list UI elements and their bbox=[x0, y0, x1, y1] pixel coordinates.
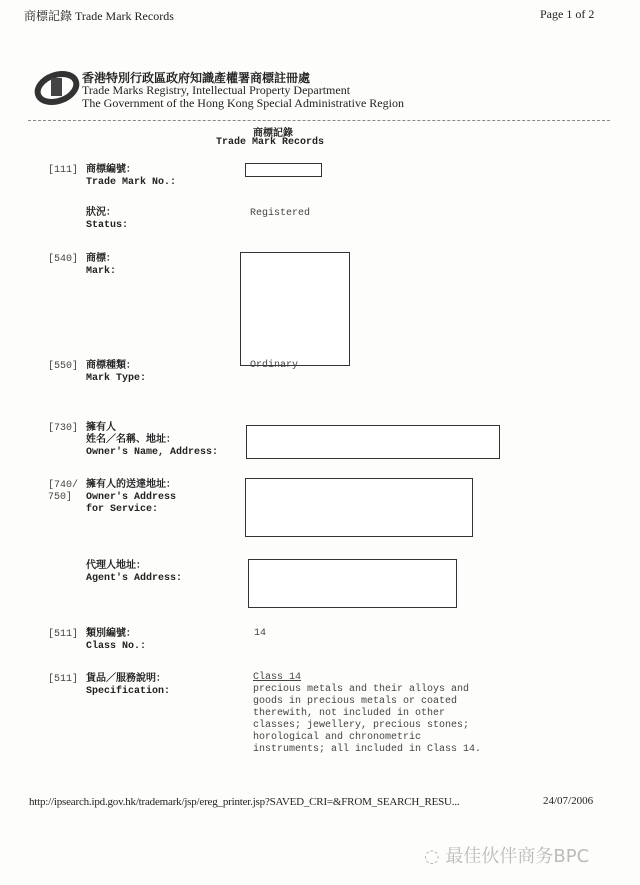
owner-label-zh2: 姓名／名稱、地址： bbox=[86, 435, 176, 446]
mark-label: Mark: bbox=[86, 266, 117, 277]
document-title: 商標記錄 Trade Mark Records bbox=[24, 9, 174, 23]
status-label: Status: bbox=[86, 220, 129, 231]
class-value: 14 bbox=[254, 628, 267, 639]
mark-label-zh: 商標： bbox=[86, 254, 116, 265]
service-tag-2: 750] bbox=[48, 492, 73, 503]
spec-line: instruments; all included in Class 14. bbox=[253, 744, 482, 755]
records-title-chinese: 商標記錄 bbox=[253, 128, 293, 139]
spec-line: horological and chronometric bbox=[253, 732, 422, 743]
service-label-1: Owner's Address bbox=[86, 492, 177, 503]
status-value: Registered bbox=[250, 208, 311, 219]
spec-line: goods in precious metals or coated bbox=[253, 696, 458, 707]
spec-line: therewith, not included in other bbox=[253, 708, 446, 719]
tm-no-tag: [111] bbox=[48, 165, 79, 176]
spec-line: classes; jewellery, precious stones; bbox=[253, 720, 470, 731]
mark-image-redacted bbox=[240, 252, 350, 366]
spec-heading: Class 14 bbox=[253, 672, 302, 683]
government-name: The Government of the Hong Kong Special Administrative Region bbox=[82, 96, 404, 110]
owner-tag: [730] bbox=[48, 423, 79, 434]
status-label-zh: 狀況： bbox=[86, 208, 116, 219]
agent-address-redacted bbox=[248, 559, 457, 608]
mark-type-tag: [550] bbox=[48, 361, 79, 372]
footer-url: http://ipsearch.ipd.gov.hk/trademark/jsp/ereg_printer.jsp?SAVED_CRI=&FROM_SEARCH_RESU... bbox=[29, 796, 460, 808]
spec-label-zh: 貨品／服務說明： bbox=[86, 674, 166, 685]
mark-tag: [540] bbox=[48, 254, 79, 265]
service-tag: [740/ bbox=[48, 480, 79, 491]
watermark bbox=[424, 842, 589, 868]
divider bbox=[28, 120, 610, 121]
tm-no-label: Trade Mark No.: bbox=[86, 177, 177, 188]
service-address-redacted bbox=[245, 478, 473, 537]
owner-label-zh1: 擁有人 bbox=[86, 423, 116, 434]
tm-no-label-zh: 商標編號： bbox=[86, 165, 136, 176]
spec-line: precious metals and their alloys and bbox=[253, 684, 470, 695]
hk-government-logo-icon bbox=[34, 70, 80, 106]
service-label-2: for Service: bbox=[86, 504, 159, 515]
class-label-zh: 類別編號： bbox=[86, 629, 136, 640]
watermark-text: 最佳伙伴商务BPC bbox=[445, 846, 590, 867]
mark-type-value: Ordinary bbox=[250, 360, 299, 371]
owner-label: Owner's Name, Address: bbox=[86, 447, 219, 458]
mark-type-label: Mark Type: bbox=[86, 373, 147, 384]
wechat-icon: ◌ bbox=[424, 846, 446, 867]
mark-type-label-zh: 商標種類： bbox=[86, 361, 136, 372]
agent-label: Agent's Address: bbox=[86, 573, 183, 584]
owner-redacted bbox=[246, 425, 500, 459]
class-label: Class No.: bbox=[86, 641, 147, 652]
dept-chinese-name: 香港特別行政區政府知識產權署商標註冊處 bbox=[82, 71, 311, 85]
service-label-zh: 擁有人的送達地址： bbox=[86, 480, 176, 491]
tm-no-redacted bbox=[245, 163, 322, 177]
page-number: Page 1 of 2 bbox=[540, 7, 595, 21]
footer-date: 24/07/2006 bbox=[543, 795, 594, 807]
agent-label-zh: 代理人地址： bbox=[86, 561, 146, 572]
spec-tag: [511] bbox=[48, 674, 79, 685]
class-tag: [511] bbox=[48, 629, 79, 640]
spec-label: Specification: bbox=[86, 686, 171, 697]
records-title: Trade Mark Records bbox=[216, 137, 325, 148]
dept-name: Trade Marks Registry, Intellectual Property Department bbox=[82, 83, 351, 97]
